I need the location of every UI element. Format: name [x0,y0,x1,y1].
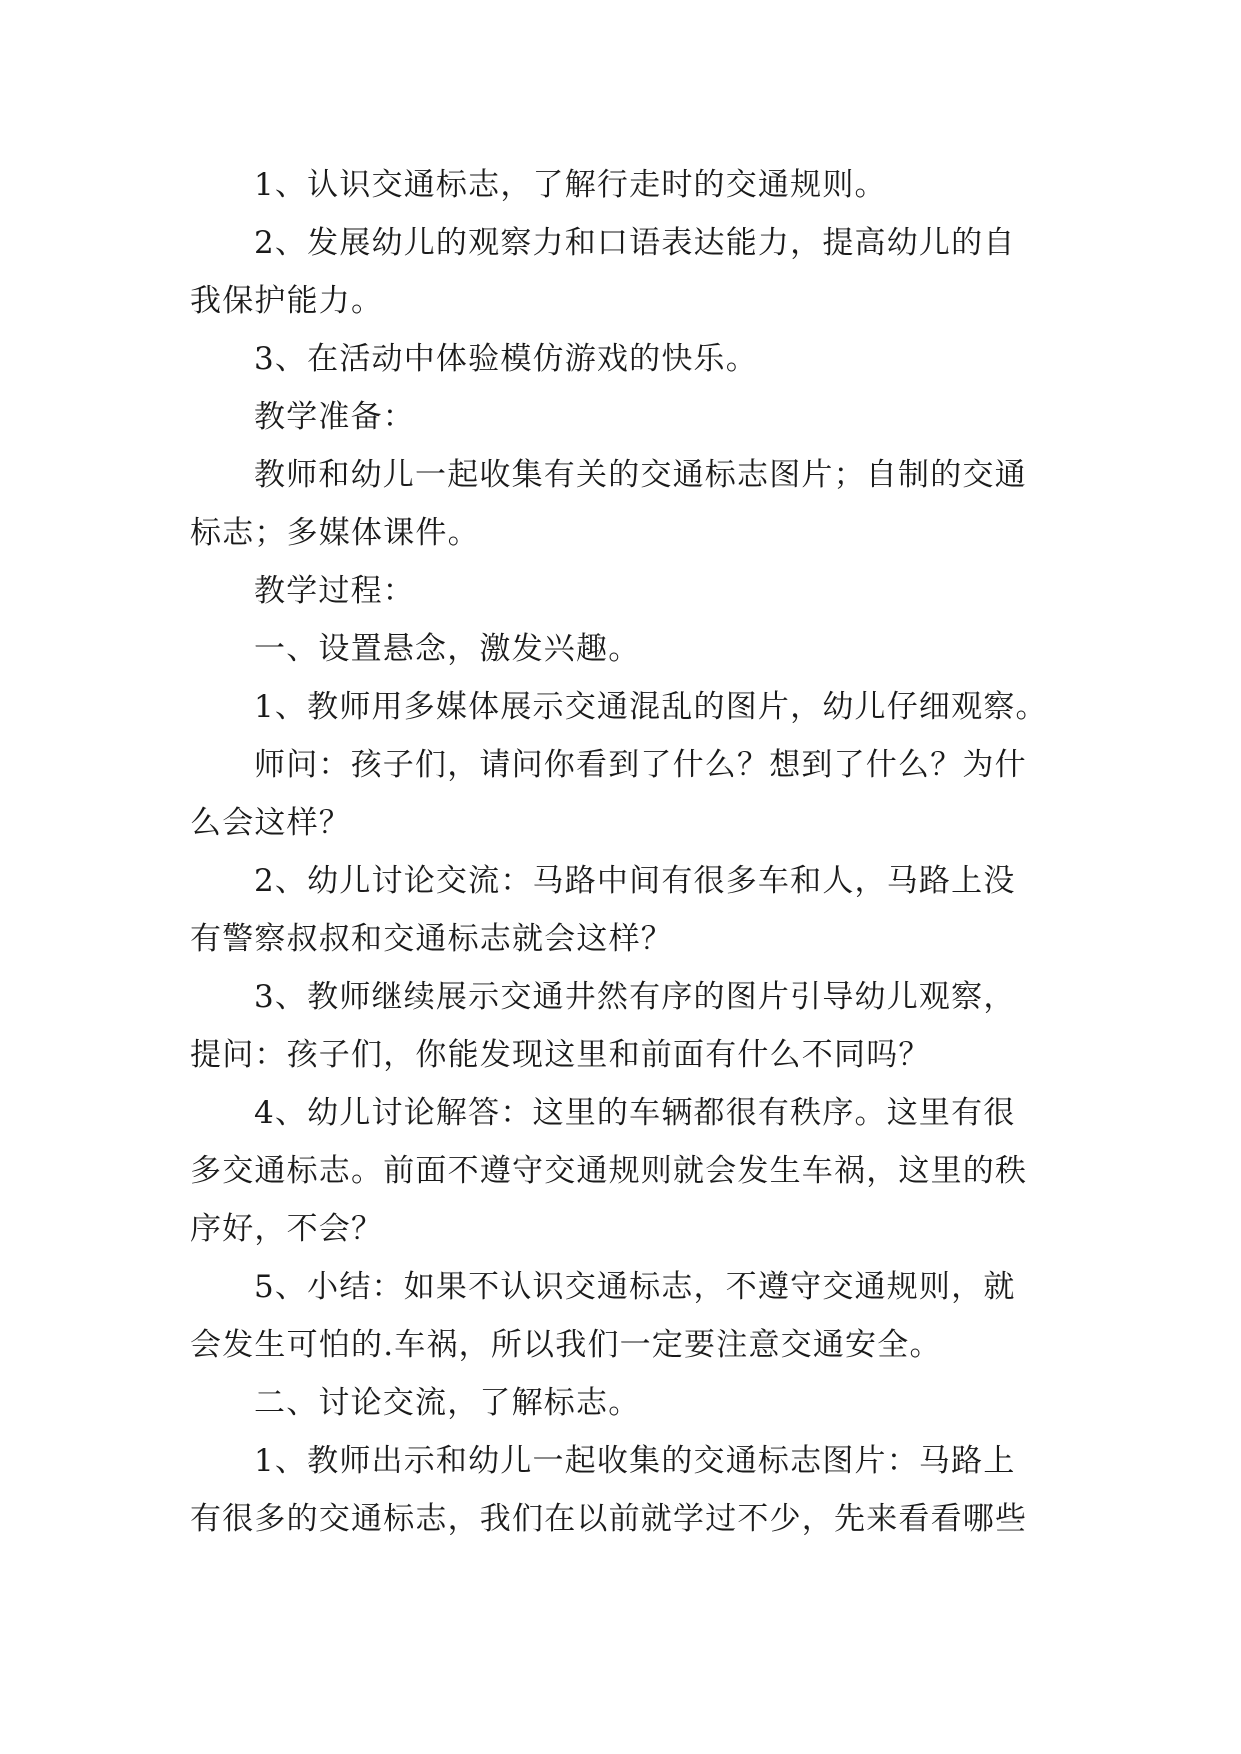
document-body [190,156,1060,1548]
paragraph-line: 会发生可怕的.车祸，所以我们一定要注意交通安全。 [190,1327,942,1363]
paragraph-line: 有很多的交通标志，我们在以前就学过不少，先来看看哪些 [190,1501,1028,1537]
paragraph-line: 标志；多媒体课件。 [190,515,480,551]
paragraph-line: 3、教师继续展示交通井然有序的图片引导幼儿观察， [254,979,1016,1015]
paragraph-line: 一、设置悬念，激发兴趣。 [254,631,641,667]
paragraph-line: 3、在活动中体验模仿游戏的快乐。 [254,341,758,377]
section-heading: 教学准备： [254,399,415,435]
paragraph-line: 么会这样？ [190,805,351,841]
paragraph-line: 我保护能力。 [190,283,384,319]
paragraph-line: 提问：孩子们，你能发现这里和前面有什么不同吗？ [190,1037,931,1073]
paragraph-line: 序好，不会？ [190,1211,384,1247]
section-heading: 教学过程： [254,573,415,609]
paragraph-line: 有警察叔叔和交通标志就会这样？ [190,921,673,957]
paragraph-line: 1、教师出示和幼儿一起收集的交通标志图片：马路上 [254,1443,1016,1479]
paragraph-line: 4、幼儿讨论解答：这里的车辆都很有秩序。这里有很 [254,1095,1016,1131]
paragraph-line: 教师和幼儿一起收集有关的交通标志图片；自制的交通 [254,457,1027,493]
paragraph-line: 1、认识交通标志，了解行走时的交通规则。 [254,167,887,203]
paragraph-line: 1、教师用多媒体展示交通混乱的图片，幼儿仔细观察。 [254,689,1048,725]
paragraph-line: 2、发展幼儿的观察力和口语表达能力，提高幼儿的自 [254,225,1016,261]
paragraph-line: 多交通标志。前面不遵守交通规则就会发生车祸，这里的秩 [190,1153,1028,1189]
paragraph-line: 2、幼儿讨论交流：马路中间有很多车和人，马路上没 [254,863,1016,899]
paragraph-line: 师问：孩子们，请问你看到了什么？想到了什么？为什 [254,747,1027,783]
section-heading: 二、讨论交流，了解标志。 [254,1385,641,1421]
paragraph-line: 5、小结：如果不认识交通标志，不遵守交通规则，就 [254,1269,1016,1305]
